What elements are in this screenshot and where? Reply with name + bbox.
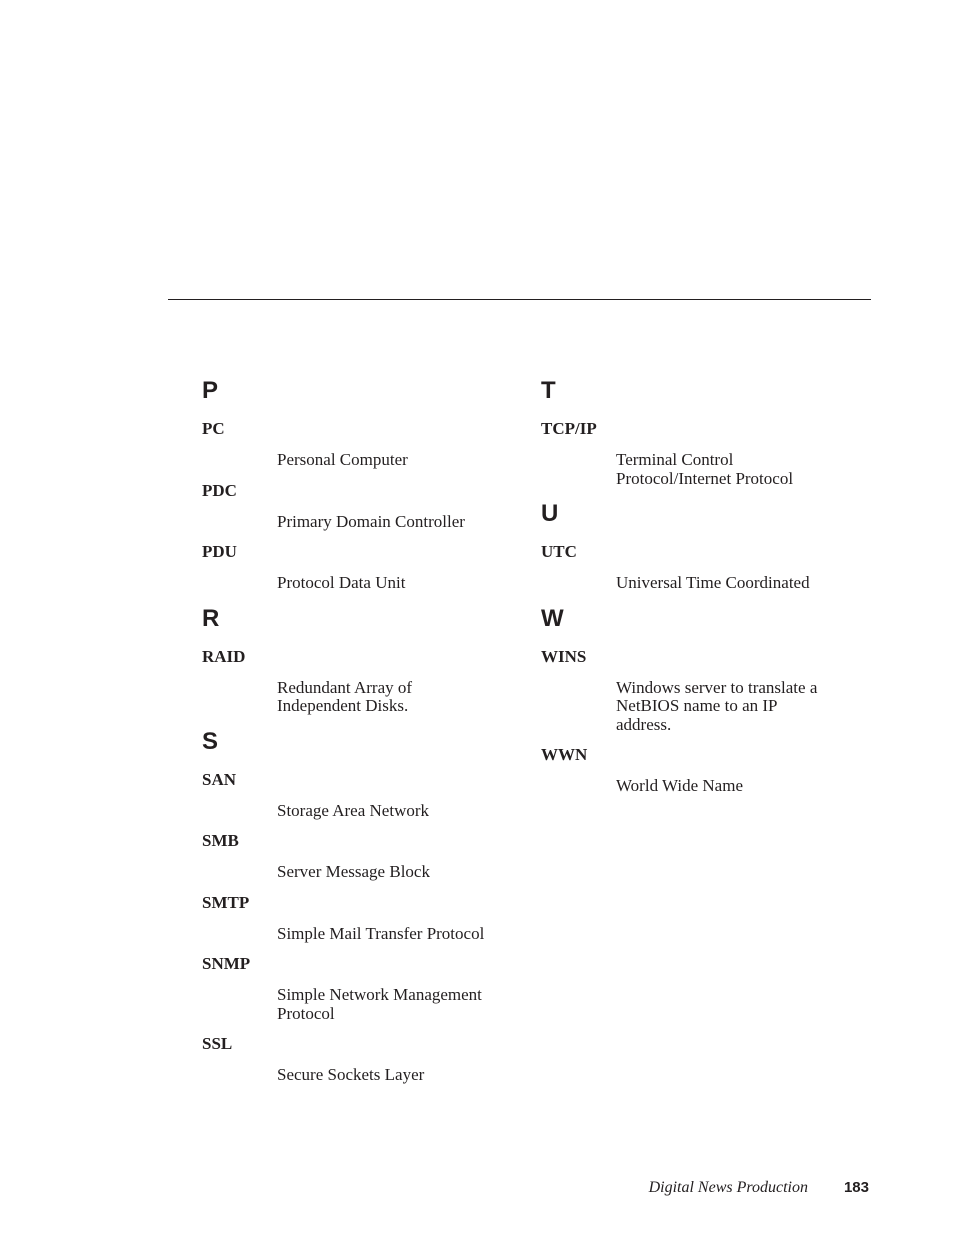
glossary-entry (202, 831, 502, 882)
section-letter: W (541, 604, 564, 632)
glossary-term: PDU (202, 542, 237, 561)
footer-book-title: Digital News Production (648, 1179, 808, 1196)
glossary-section-p (202, 377, 502, 593)
glossary-term: PC (202, 419, 225, 438)
glossary-entry (541, 419, 841, 488)
glossary-term: SNMP (202, 954, 251, 973)
glossary-term: SMB (202, 831, 239, 850)
glossary-entry (202, 1034, 502, 1085)
section-letter: T (541, 377, 556, 404)
glossary-entry (541, 745, 841, 796)
glossary-entry (202, 893, 502, 944)
footer-page-number: 183 (843, 1179, 869, 1196)
glossary-term: SAN (202, 769, 237, 789)
glossary-definition: Redundant Array of Independent Disks. (277, 677, 413, 715)
glossary-term: TCP/IP (541, 419, 597, 438)
glossary-term: SMTP (202, 892, 250, 912)
glossary-definition: Universal Time Coordinated (616, 573, 810, 592)
section-letter: R (202, 604, 220, 632)
glossary-entry (541, 647, 841, 735)
glossary-definition: Secure Sockets Layer (277, 1065, 425, 1084)
glossary-term: PDC (202, 480, 237, 500)
glossary-definition: Server Message Block (277, 862, 430, 881)
glossary-column-left (202, 377, 502, 1096)
section-letter: U (541, 500, 559, 527)
glossary-entry (202, 954, 502, 1023)
header-rule (168, 299, 871, 300)
glossary-definition: Terminal Control Protocol/Internet Protocol (616, 450, 794, 488)
section-letter: S (202, 727, 219, 755)
glossary-definition: Personal Computer (277, 450, 408, 469)
glossary-entry (202, 542, 502, 593)
glossary-entry (202, 647, 502, 716)
glossary-section-s (202, 728, 502, 1085)
glossary-entry (202, 770, 502, 821)
section-letter: P (202, 377, 219, 404)
glossary-column-right (541, 377, 841, 807)
glossary-definition: Protocol Data Unit (277, 573, 406, 592)
glossary-entry (202, 481, 502, 532)
glossary-term: UTC (541, 542, 577, 561)
glossary-term: WWN (541, 745, 588, 764)
glossary-term: SSL (202, 1034, 233, 1053)
glossary-section-t (541, 377, 841, 488)
glossary-section-r (202, 605, 502, 716)
glossary-term: WINS (541, 646, 587, 666)
glossary-entry (202, 419, 502, 470)
glossary-definition: Simple Network Management Protocol (277, 985, 482, 1023)
glossary-section-u (541, 500, 841, 593)
glossary-section-w (541, 605, 841, 796)
glossary-entry (541, 542, 841, 593)
glossary-definition: Primary Domain Controller (277, 511, 465, 531)
glossary-definition: World Wide Name (616, 776, 743, 795)
glossary-definition: Simple Mail Transfer Protocol (277, 923, 485, 943)
glossary-definition: Windows server to translate a NetBIOS name to an IP address. (616, 677, 818, 734)
glossary-definition: Storage Area Network (277, 800, 430, 820)
glossary-term: RAID (202, 646, 246, 666)
